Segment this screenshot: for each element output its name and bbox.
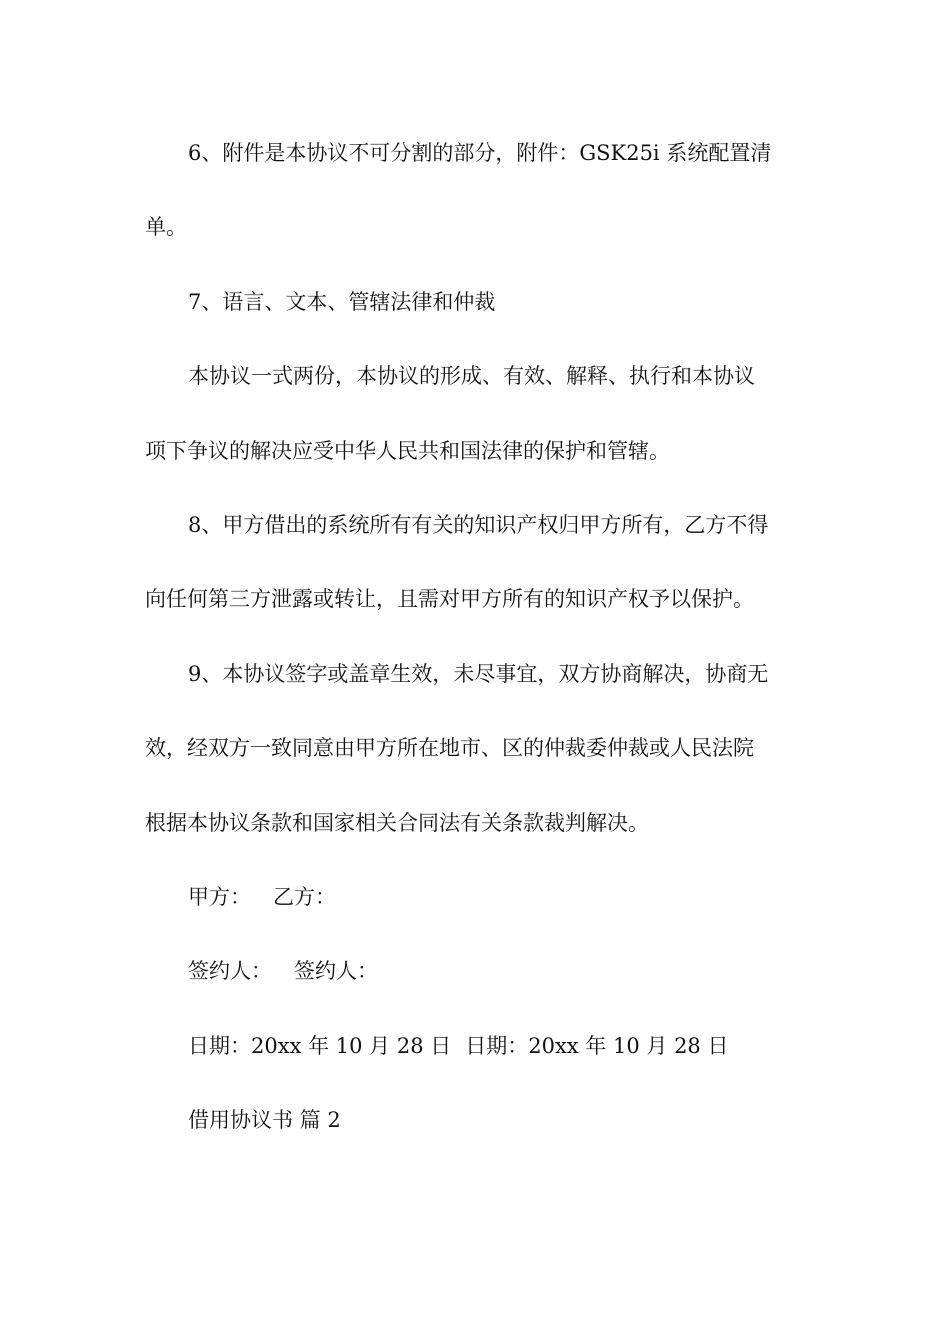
signer-line bbox=[0, 956, 950, 986]
party-b-label: 乙方： bbox=[273, 885, 336, 909]
paragraph-7-line-2: 项下争议的解决应受中华人民共和国法律的保护和管辖。 bbox=[145, 439, 670, 463]
paragraph-9-line-3: 根据本协议条款和国家相关合同法有关条款裁判解决。 bbox=[145, 811, 649, 835]
paragraph-9-line-1: 9、本协议签字或盖章生效，未尽事宜，双方协商解决，协商无 bbox=[188, 662, 769, 686]
paragraph-8-line-1: 8、甲方借出的系统所有有关的知识产权归甲方所有，乙方不得 bbox=[188, 513, 769, 537]
paragraph-7-line-1: 本协议一式两份，本协议的形成、有效、解释、执行和本协议 bbox=[188, 364, 755, 388]
party-line bbox=[0, 882, 950, 912]
signer-a-label: 签约人： bbox=[188, 959, 272, 983]
date-line bbox=[0, 1031, 950, 1061]
party-a-label: 甲方： bbox=[188, 885, 251, 909]
date-a: 日期：20xx 年 10 月 28 日 bbox=[188, 1034, 452, 1058]
paragraph-6-line-1: 6、附件是本协议不可分割的部分，附件：GSK25i 系统配置清 bbox=[188, 141, 772, 165]
paragraph-9-line-2: 效，经双方一致同意由甲方所在地市、区的仲裁委仲裁或人民法院 bbox=[145, 736, 754, 760]
section-7-heading: 7、语言、文本、管辖法律和仲裁 bbox=[188, 290, 496, 314]
next-section-title: 借用协议书 篇 2 bbox=[188, 1108, 341, 1132]
signer-b-label: 签约人： bbox=[294, 959, 378, 983]
date-b: 日期：20xx 年 10 月 28 日 bbox=[465, 1034, 729, 1058]
paragraph-6-line-2: 单。 bbox=[145, 215, 187, 239]
paragraph-8-line-2: 向任何第三方泄露或转让，且需对甲方所有的知识产权予以保护。 bbox=[145, 587, 754, 611]
